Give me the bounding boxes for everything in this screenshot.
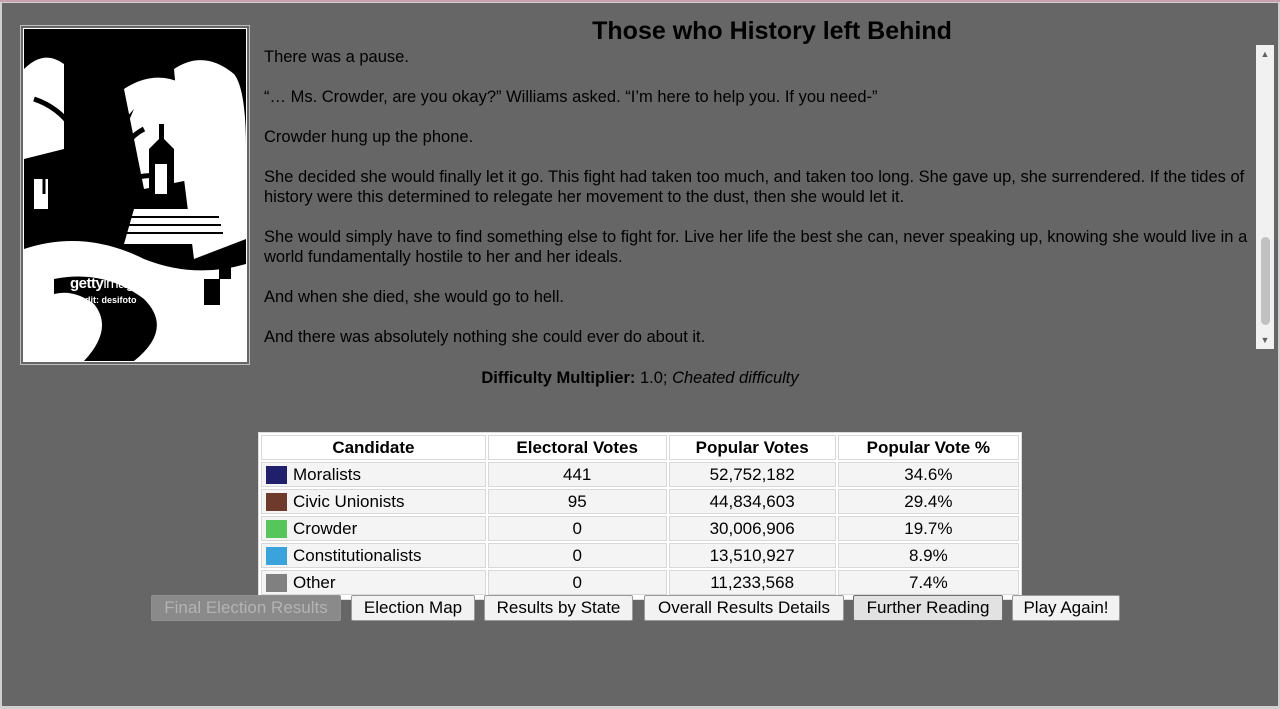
electoral-votes-cell: 0 <box>488 516 667 541</box>
game-results-frame <box>2 3 1278 706</box>
electoral-votes-cell: 0 <box>488 570 667 595</box>
candidate-cell: Crowder <box>261 516 486 541</box>
popular-percent-cell: 7.4% <box>838 570 1019 595</box>
column-header-popular-votes: Popular Votes <box>669 435 836 460</box>
ending-image-frame <box>20 25 250 365</box>
difficulty-line <box>2 369 1278 388</box>
candidate-cell: Constitutionalists <box>261 543 486 568</box>
overall-results-details-button[interactable]: Overall Results Details <box>644 595 844 621</box>
story-scrollbar[interactable] <box>1256 45 1274 349</box>
popular-votes-cell: 11,233,568 <box>669 570 836 595</box>
image-credit: Credit: desifoto <box>70 295 137 305</box>
difficulty-value: 1.0; <box>635 369 673 387</box>
popular-votes-cell: 30,006,906 <box>669 516 836 541</box>
results-table-container <box>258 432 1022 600</box>
party-color-swatch <box>266 466 287 484</box>
story-text <box>264 47 1254 350</box>
story-paragraph: She decided she would finally let it go. This fight had taken too much, and taken too long. She gave up, she surrendered. If the tides of history were this determined to relegate her movement to the dust, then she would let it. <box>264 168 1245 206</box>
electoral-votes-cell: 441 <box>488 462 667 487</box>
candidate-cell: Civic Unionists <box>261 489 486 514</box>
story-paragraph: There was a pause. <box>264 48 409 66</box>
table-row <box>261 570 1019 595</box>
story-paragraph: And there was absolutely nothing she could ever do about it. <box>264 328 706 346</box>
party-color-swatch <box>266 520 287 538</box>
graveyard-illustration-art <box>24 29 246 361</box>
candidate-cell: Moralists <box>261 462 486 487</box>
popular-percent-cell: 19.7% <box>838 516 1019 541</box>
results-table <box>259 433 1021 597</box>
difficulty-note: Cheated difficulty <box>672 369 799 387</box>
popular-percent-cell: 34.6% <box>838 462 1019 487</box>
election-map-button[interactable]: Election Map <box>351 595 475 621</box>
table-row <box>261 516 1019 541</box>
candidate-cell: Other <box>261 570 486 595</box>
table-row <box>261 543 1019 568</box>
scroll-up-arrow-icon[interactable]: ▲ <box>1260 49 1270 59</box>
popular-votes-cell: 13,510,927 <box>669 543 836 568</box>
column-header-candidate: Candidate <box>261 435 486 460</box>
results-by-state-button[interactable]: Results by State <box>484 595 633 621</box>
party-color-swatch <box>266 493 287 511</box>
story-paragraph: “… Ms. Crowder, are you okay?” Williams asked. “I’m here to help you. If you need-” <box>264 88 878 106</box>
popular-percent-cell: 8.9% <box>838 543 1019 568</box>
electoral-votes-cell: 95 <box>488 489 667 514</box>
table-row <box>261 462 1019 487</box>
table-row <box>261 489 1019 514</box>
party-color-swatch <box>266 547 287 565</box>
scroll-thumb[interactable] <box>1261 237 1270 325</box>
story-paragraph: Crowder hung up the phone. <box>264 128 474 146</box>
column-header-popular-vote-percent: Popular Vote % <box>838 435 1019 460</box>
play-again-button[interactable]: Play Again! <box>1012 595 1120 621</box>
popular-percent-cell: 29.4% <box>838 489 1019 514</box>
popular-votes-cell: 44,834,603 <box>669 489 836 514</box>
electoral-votes-cell: 0 <box>488 543 667 568</box>
graveyard-illustration <box>23 28 247 362</box>
story-paragraph: She would simply have to find something else to fight for. Live her life the best she can, never speaking up, knowing she would live in a world fundamentally hostile to her and her ideals. <box>264 228 1248 266</box>
page-title: Those who History left Behind <box>592 17 952 45</box>
further-reading-button[interactable]: Further Reading <box>853 595 1003 621</box>
getty-watermark: gettyimages <box>70 275 149 292</box>
final-election-results-button[interactable]: Final Election Results <box>151 595 341 621</box>
party-color-swatch <box>266 574 287 592</box>
popular-votes-cell: 52,752,182 <box>669 462 836 487</box>
difficulty-label: Difficulty Multiplier: <box>481 369 636 387</box>
story-paragraph: And when she died, she would go to hell. <box>264 288 564 306</box>
top-border <box>0 0 1280 2</box>
column-header-electoral-votes: Electoral Votes <box>488 435 667 460</box>
scroll-down-arrow-icon[interactable]: ▼ <box>1260 335 1270 345</box>
